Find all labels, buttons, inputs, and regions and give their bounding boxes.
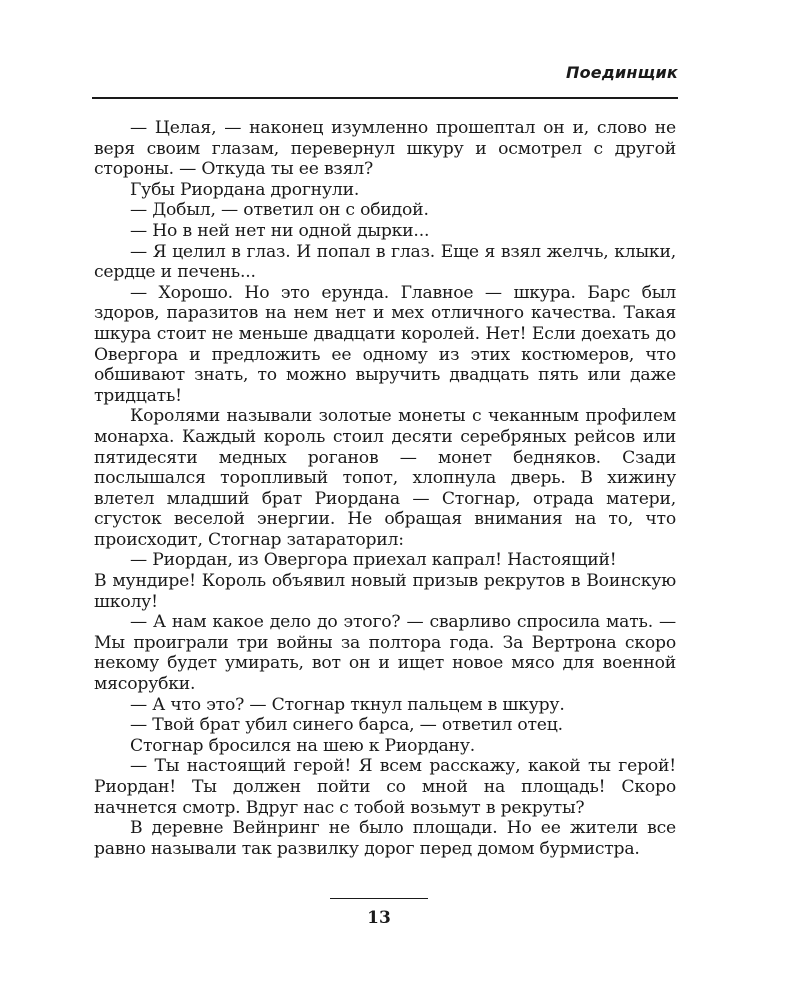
paragraph: — Твой брат убил синего барса, — ответил отец. bbox=[130, 715, 563, 736]
paragraph: — Хорошо. Но это ерунда. Главное — шкура. Барс был здоров, паразитов на нем нет и мех отличного качества. Такая шкура стоит не меньше двадцати королей. Нет! Если доехать до Овергора и предложить ее одному из этих костюмеров, что обшивают знать, то можно выручить двадцать пять или даже тридцать! bbox=[94, 282, 676, 406]
paragraph: — А нам какое дело до этого? — сварливо спросила мать. — Мы проиграли три войны за полтора года. За Вертрона скоро некому будет умирать, вот он и ищет новое мясо для военной мясорубки. bbox=[94, 612, 676, 695]
paragraph: — А что это? — Стогнар ткнул пальцем в шкуру. bbox=[130, 694, 565, 715]
body-text bbox=[94, 118, 676, 859]
paragraph: — Но в ней нет ни одной дырки... bbox=[130, 220, 430, 241]
paragraph: Королями называли золотые монеты с чеканным профилем монарха. Каждый король стоил десяти серебряных рейсов или пятидесяти медных роганов — монет бедняков. Сзади послышался торопливый топот, хлопнула дверь. В хижину влетел младший брат Риордана — Стогнар, отрада матери, сгусток веселой энергии. Не обращая внимания на то, что происходит, Стогнар затараторил: bbox=[94, 406, 676, 550]
paragraph: — Целая, — наконец изумленно прошептал он и, слово не веря своим глазам, перевернул шкуру и осмотрел с другой стороны. — Откуда ты ее взял? bbox=[94, 118, 676, 180]
paragraph: Губы Риордана дрогнули. bbox=[130, 179, 360, 200]
paragraph-continuation: В мундире! Король объявил новый призыв рекрутов в Воинскую школу! bbox=[94, 571, 676, 612]
paragraph: — Риордан, из Овергора приехал капрал! Настоящий! bbox=[130, 550, 617, 571]
footer-rule bbox=[330, 898, 428, 899]
page-number: 13 bbox=[367, 908, 391, 928]
paragraph: Стогнар бросился на шею к Риордану. bbox=[130, 735, 475, 756]
header-rule bbox=[92, 97, 678, 99]
running-title: Поединщик bbox=[566, 63, 678, 82]
paragraph: В деревне Вейнринг не было площади. Но ее жители все равно называли так развилку дорог перед домом бурмистра. bbox=[94, 818, 676, 859]
paragraph: — Ты настоящий герой! Я всем расскажу, какой ты герой! Риордан! Ты должен пойти со мной на площадь! Скоро начнется смотр. Вдруг нас с тобой возьмут в рекруты? bbox=[94, 756, 676, 818]
paragraph: — Добыл, — ответил он с обидой. bbox=[130, 200, 429, 221]
running-head bbox=[92, 62, 678, 90]
paragraph: — Я целил в глаз. И попал в глаз. Еще я взял желчь, клыки, сердце и печень... bbox=[94, 241, 676, 283]
